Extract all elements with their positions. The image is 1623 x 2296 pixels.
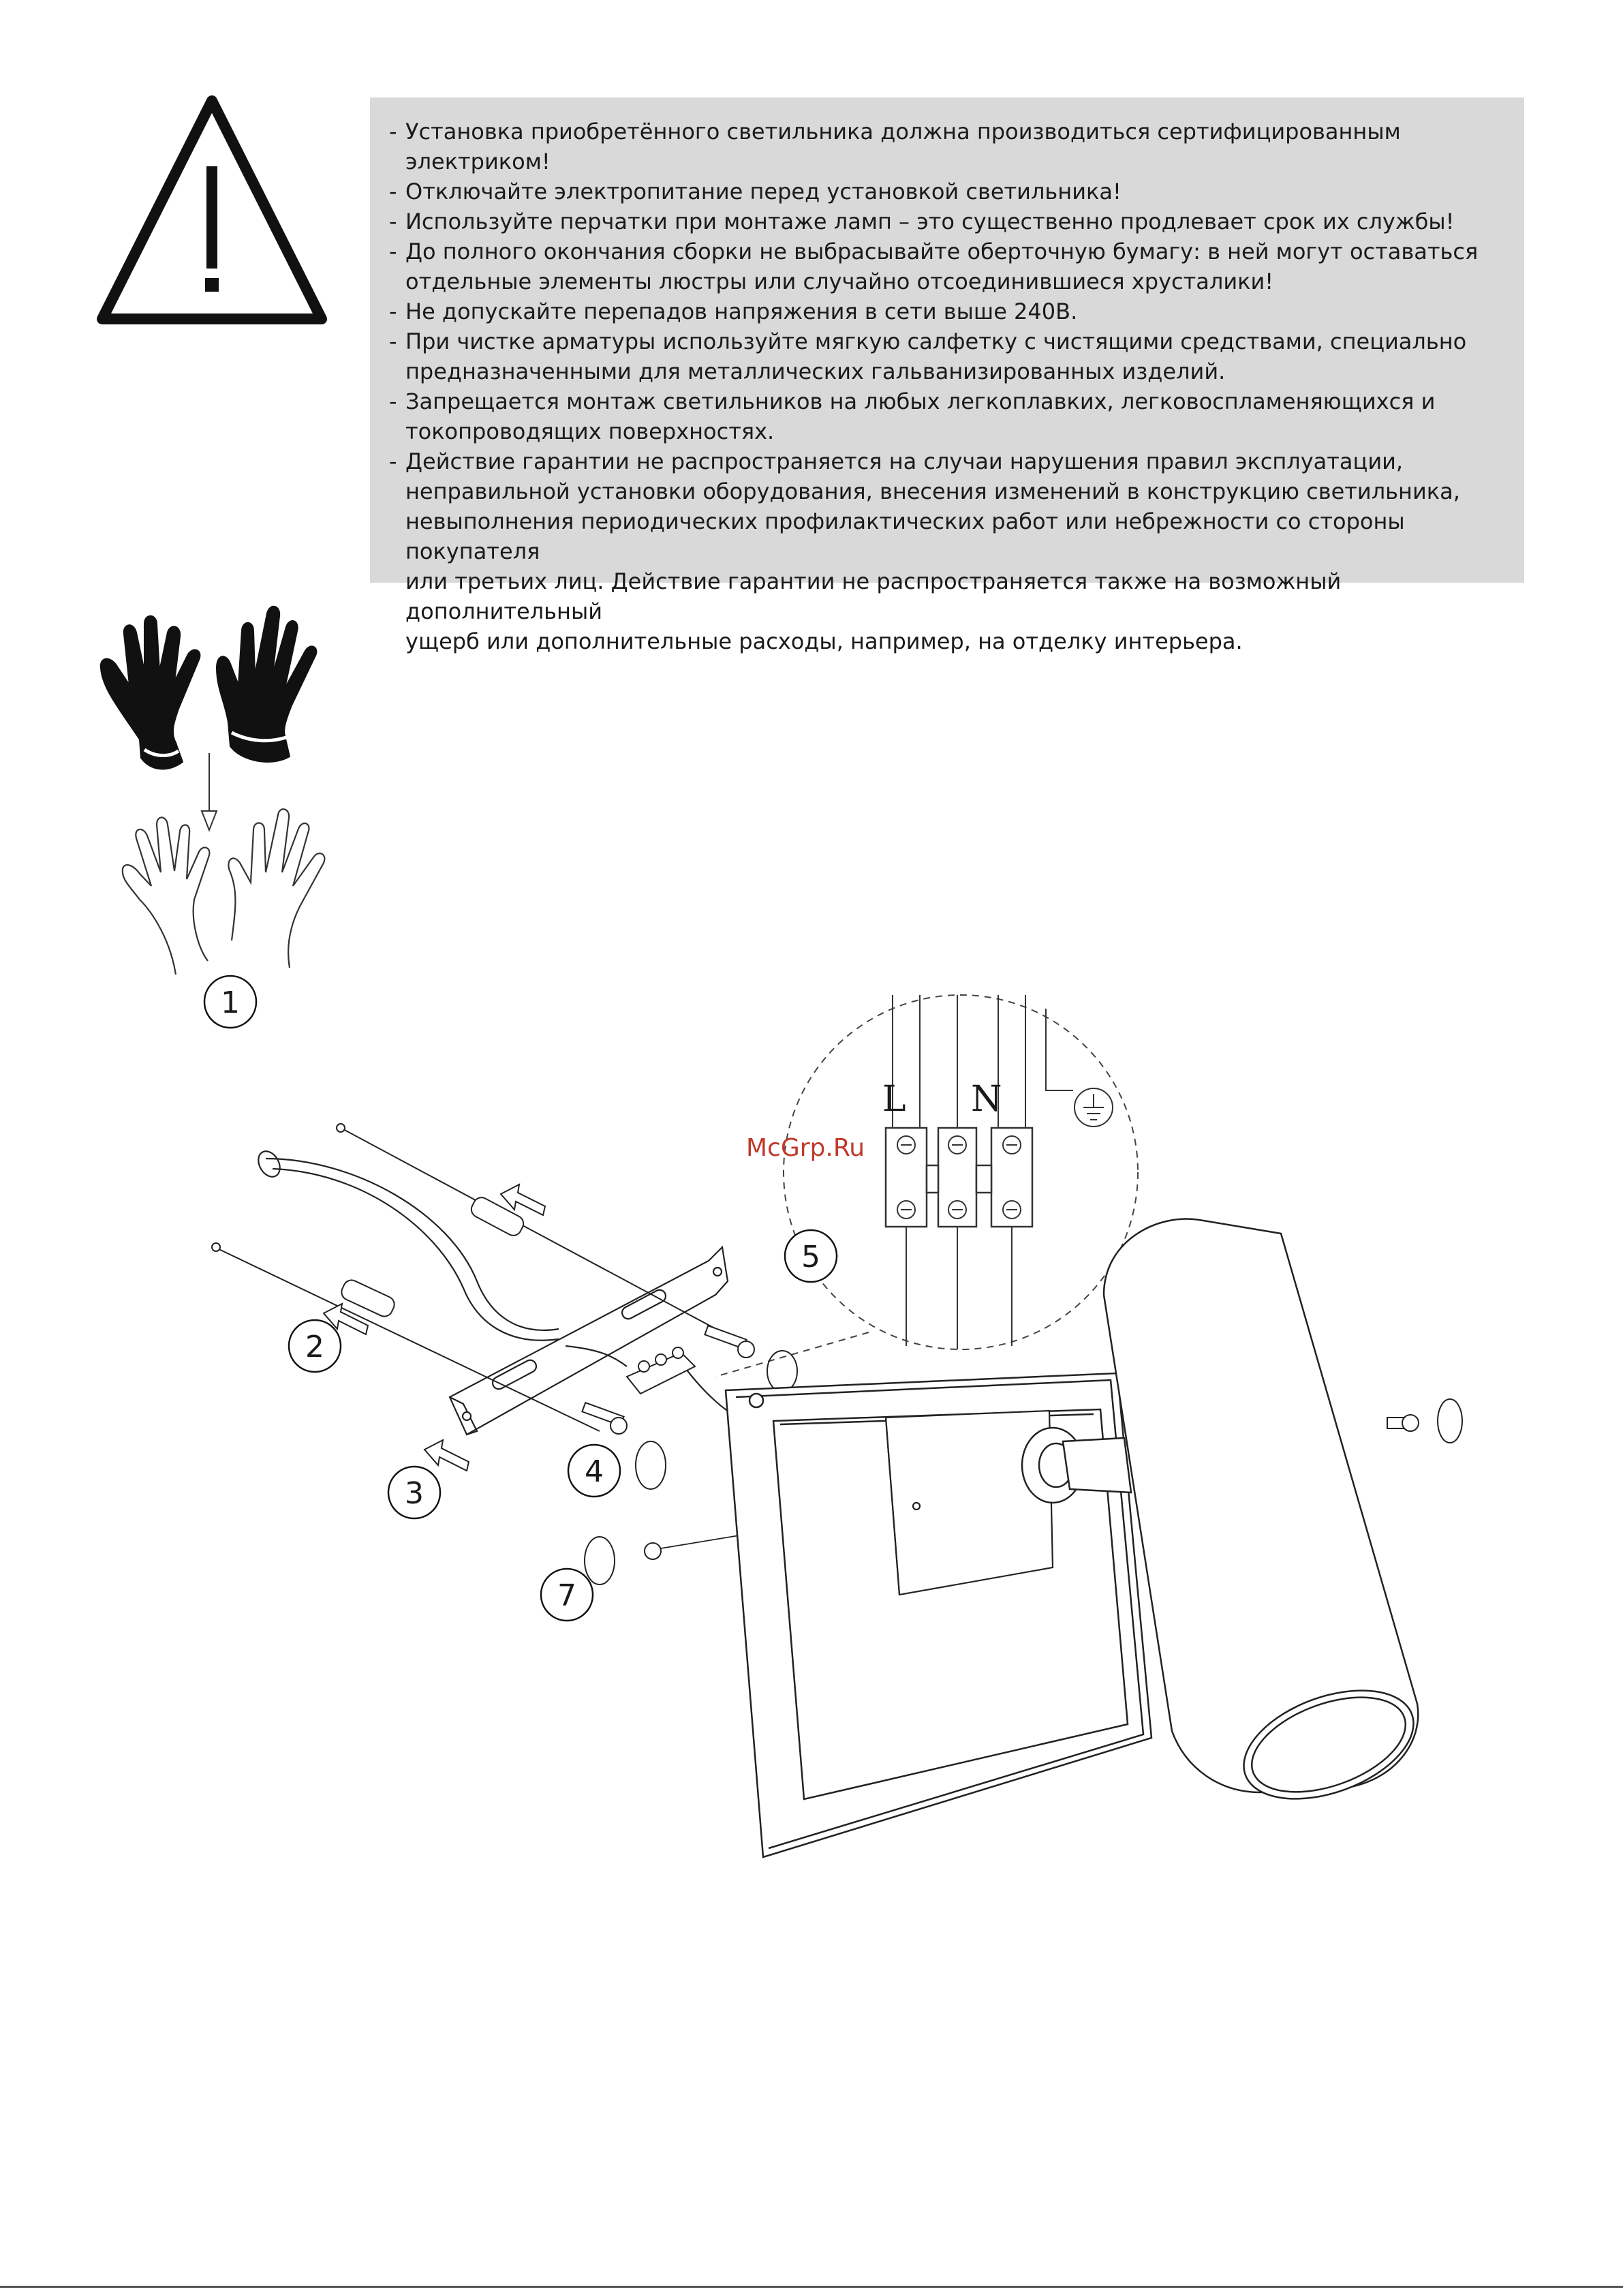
live-terminal-label: L xyxy=(882,1079,906,1120)
step-4-callout xyxy=(568,1445,620,1497)
step-4-label: 4 xyxy=(585,1454,604,1489)
step-7-callout xyxy=(541,1569,593,1621)
page-bottom-rule xyxy=(0,2286,1623,2288)
step-5-callout xyxy=(785,1230,837,1282)
step-1-label: 1 xyxy=(221,985,240,1020)
neutral-terminal-label: N xyxy=(971,1079,1002,1120)
step-2-callout xyxy=(289,1320,341,1372)
gloves-icon xyxy=(101,607,317,769)
wiring-detail xyxy=(715,995,1138,1377)
step-3-callout xyxy=(388,1467,440,1518)
warning-triangle-icon xyxy=(102,101,322,319)
step-3-label: 3 xyxy=(405,1476,424,1511)
arrow-down-icon xyxy=(202,753,217,830)
warning-item: - До полного окончания сборки не выбрасывайте оберточную бумагу: в ней могут оставаться отдельные элементы люстры или случайно отсоединившиеся хрусталики! xyxy=(389,236,1504,296)
terminal-connector xyxy=(627,1347,695,1394)
ground-icon xyxy=(1075,1088,1113,1127)
hands-icon xyxy=(123,809,325,975)
warning-item: - Отключайте электропитание перед установкой светильника! xyxy=(389,177,1504,206)
warning-item: - Не допускайте перепадов напряжения в сети выше 240В. xyxy=(389,296,1504,326)
step-5-label: 5 xyxy=(801,1240,820,1274)
step-2-label: 2 xyxy=(305,1330,324,1364)
warning-item: - При чистке арматуры используйте мягкую салфетку с чистящими средствами, специально предназначенными для металлических гальванизированных изделий. xyxy=(389,326,1504,386)
watermark-text: McGrp.Ru xyxy=(746,1134,865,1162)
warning-item: - Действие гарантии не распространяется на случаи нарушения правил эксплуатации, неправильной установки оборудования, внесения изменений в конструкцию светильника, невыполнения периодических профилактических работ или небрежности со стороны покупателя или третьих лиц. Действие гарантии не распространяется также на возможный дополнительный ущерб или дополнительные расходы, например, на отделку интерьера. xyxy=(389,446,1504,656)
step-1-callout xyxy=(204,976,256,1028)
step-7-label: 7 xyxy=(557,1578,576,1613)
warning-item: - Установка приобретённого светильника должна производиться сертифицированным электриком! xyxy=(389,117,1504,177)
warning-item: - Используйте перчатки при монтаже ламп – это существенно продлевает срок их службы! xyxy=(389,206,1504,236)
warning-item: - Запрещается монтаж светильников на любых легкоплавких, легковоспламеняющихся и токопроводящих поверхностях. xyxy=(389,386,1504,446)
mounting-block xyxy=(886,1411,1053,1595)
